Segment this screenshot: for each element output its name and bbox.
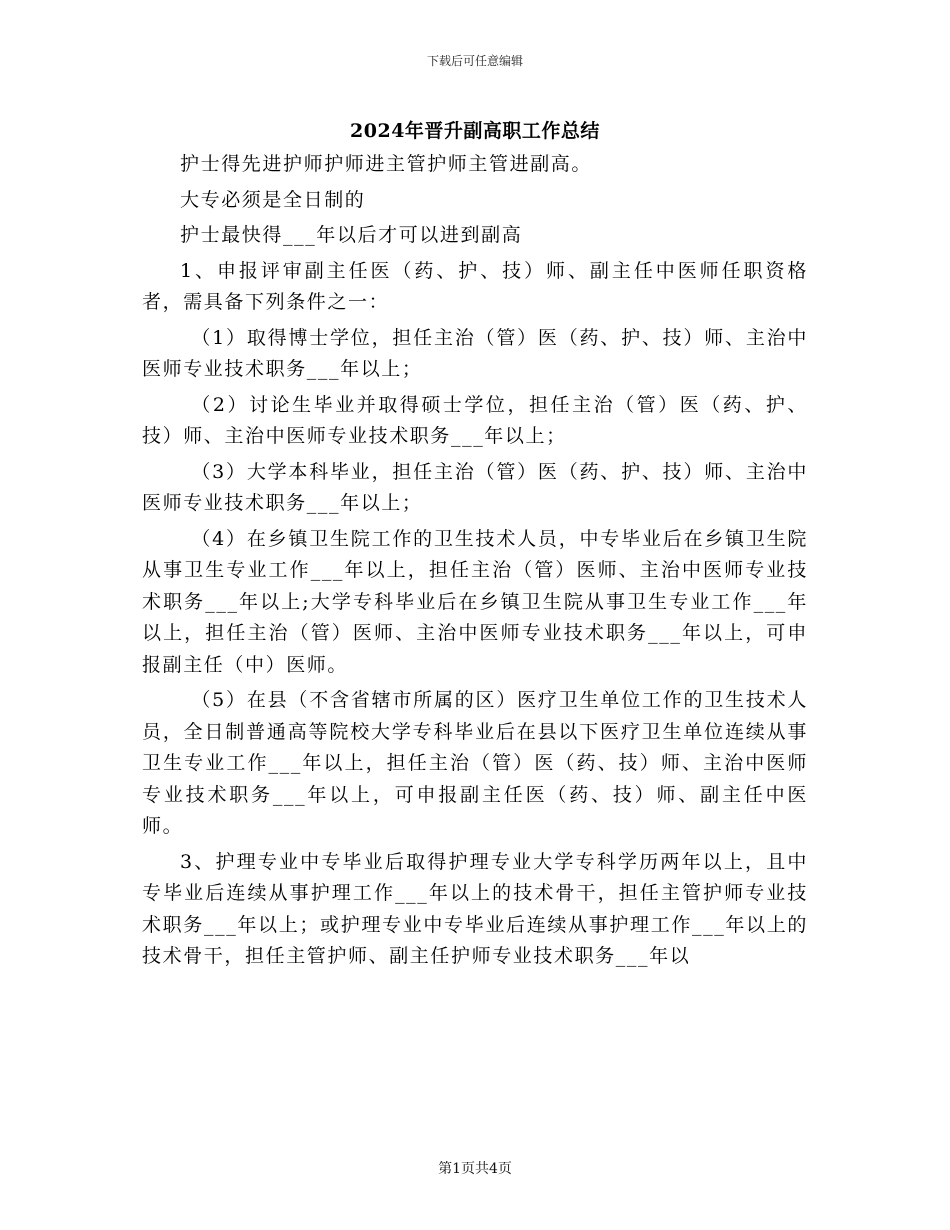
paragraph: 1、申报评审副主任医（药、护、技）师、副主任中医师任职资格者，需具备下列条件之一： (142, 259, 808, 313)
page-footer: 第1页共4页 (438, 1161, 512, 1177)
document-title: 2024年晋升副高职工作总结 (350, 120, 600, 142)
paragraph: 大专必须是全日制的 (180, 188, 366, 211)
paragraph: 3、护理专业中专毕业后取得护理专业大学专科学历两年以上，且中专毕业后连续从事护理工作___年以上的技术骨干，担任主管护师专业技术职务___年以上；或护理专业中专毕业后连续从事护理工作___年以上的技术骨干，担任主管护师、副主任护师专业技术职务___年以 (142, 850, 808, 967)
document-body (142, 149, 808, 977)
paragraph: （4）在乡镇卫生院工作的卫生技术人员，中专毕业后在乡镇卫生院从事卫生专业工作___年以上，担任主治（管）医师、主治中医师专业技术职务___年以上;大学专科毕业后在乡镇卫生院从事卫生专业工作___年以上，担任主治（管）医师、主治中医师专业技术职务___年以上，可申报副主任（中）医师。 (142, 527, 808, 676)
paragraph: （1）取得博士学位，担任主治（管）医（药、护、技）师、主治中医师专业技术职务___年以上； (142, 326, 808, 380)
paragraph: （2）讨论生毕业并取得硕士学位，担任主治（管）医（药、护、技）师、主治中医师专业技术职务___年以上； (142, 393, 808, 447)
header-note: 下载后可任意编辑 (426, 54, 523, 68)
paragraph: （5）在县（不含省辖市所属的区）医疗卫生单位工作的卫生技术人员，全日制普通高等院校大学专科毕业后在县以下医疗卫生单位连续从事卫生专业工作___年以上，担任主治（管）医（药、技）师、主治中医师专业技术职务___年以上，可申报副主任医（药、技）师、副主任中医师。 (142, 689, 808, 837)
paragraph: 护士得先进护师护师进主管护师主管进副高。 (180, 153, 593, 175)
paragraph: （3）大学本科毕业，担任主治（管）医（药、护、技）师、主治中医师专业技术职务___年以上； (142, 460, 808, 514)
paragraph: 护士最快得___年以后才可以进到副高 (180, 224, 523, 246)
